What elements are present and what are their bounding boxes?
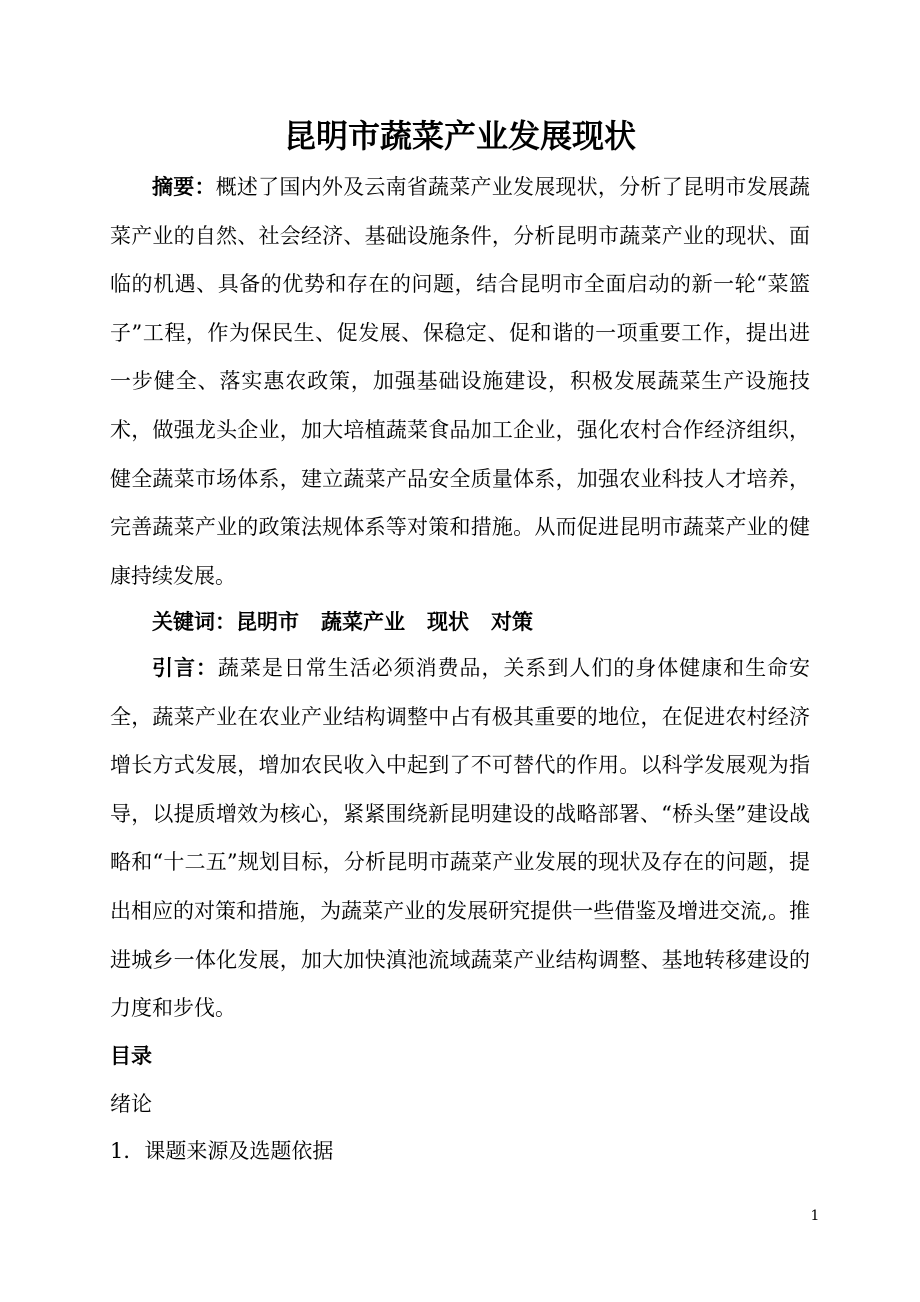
page-number: 1: [810, 1208, 820, 1224]
introduction-paragraph: [110, 644, 810, 1033]
toc-heading: 目录: [110, 1043, 152, 1068]
toc-entry: 绪论: [110, 1092, 152, 1116]
introduction-label: 引言：: [152, 655, 218, 680]
abstract-label: 摘要：: [152, 174, 216, 199]
keywords-line: [110, 598, 810, 647]
keyword-item: 蔬菜产业: [321, 609, 405, 634]
toc-entry: 1．课题来源及选题依据: [110, 1139, 334, 1163]
abstract-paragraph: [110, 163, 810, 600]
abstract-text: 概述了国内外及云南省蔬菜产业发展现状，分析了昆明市发展蔬菜产业的自然、社会经济、基础设施条件，分析昆明市蔬菜产业的现状、面临的机遇、具备的优势和存在的问题，结合昆明市全面启动的新一轮“菜篮子”工程，作为保民生、促发展、保稳定、促和谐的一项重要工作，提出进一步健全、落实惠农政策，加强基础设施建设，积极发展蔬菜生产设施技术，做强龙头企业，加大培植蔬菜食品加工企业，强化农村合作经济组织，健全蔬菜市场体系，建立蔬菜产品安全质量体系，加强农业科技人才培养，完善蔬菜产业的政策法规体系等对策和措施。从而促进昆明市蔬菜产业的健康持续发展。: [110, 175, 811, 588]
keyword-item: 昆明市: [236, 609, 299, 634]
keyword-item: 对策: [491, 609, 533, 634]
document-title: 昆明市蔬菜产业发展现状: [283, 117, 636, 155]
keywords-label: 关键词：: [152, 609, 236, 634]
keyword-item: 现状: [427, 609, 469, 634]
introduction-text: 蔬菜是日常生活必须消费品，关系到人们的身体健康和生命安全，蔬菜产业在农业产业结构调整中占有极其重要的地位，在促进农村经济增长方式发展，增加农民收入中起到了不可替代的作用。以科学发展观为指导，以提质增效为核心，紧紧围绕新昆明建设的战略部署、“桥头堡”建设战略和“十二五”规划目标，分析昆明市蔬菜产业发展的现状及存在的问题，提出相应的对策和措施，为蔬菜产业的发展研究提供一些借鉴及增进交流,。推进城乡一体化发展，加大加快滇池流域蔬菜产业结构调整、基地转移建设的力度和步伐。: [110, 656, 811, 1021]
